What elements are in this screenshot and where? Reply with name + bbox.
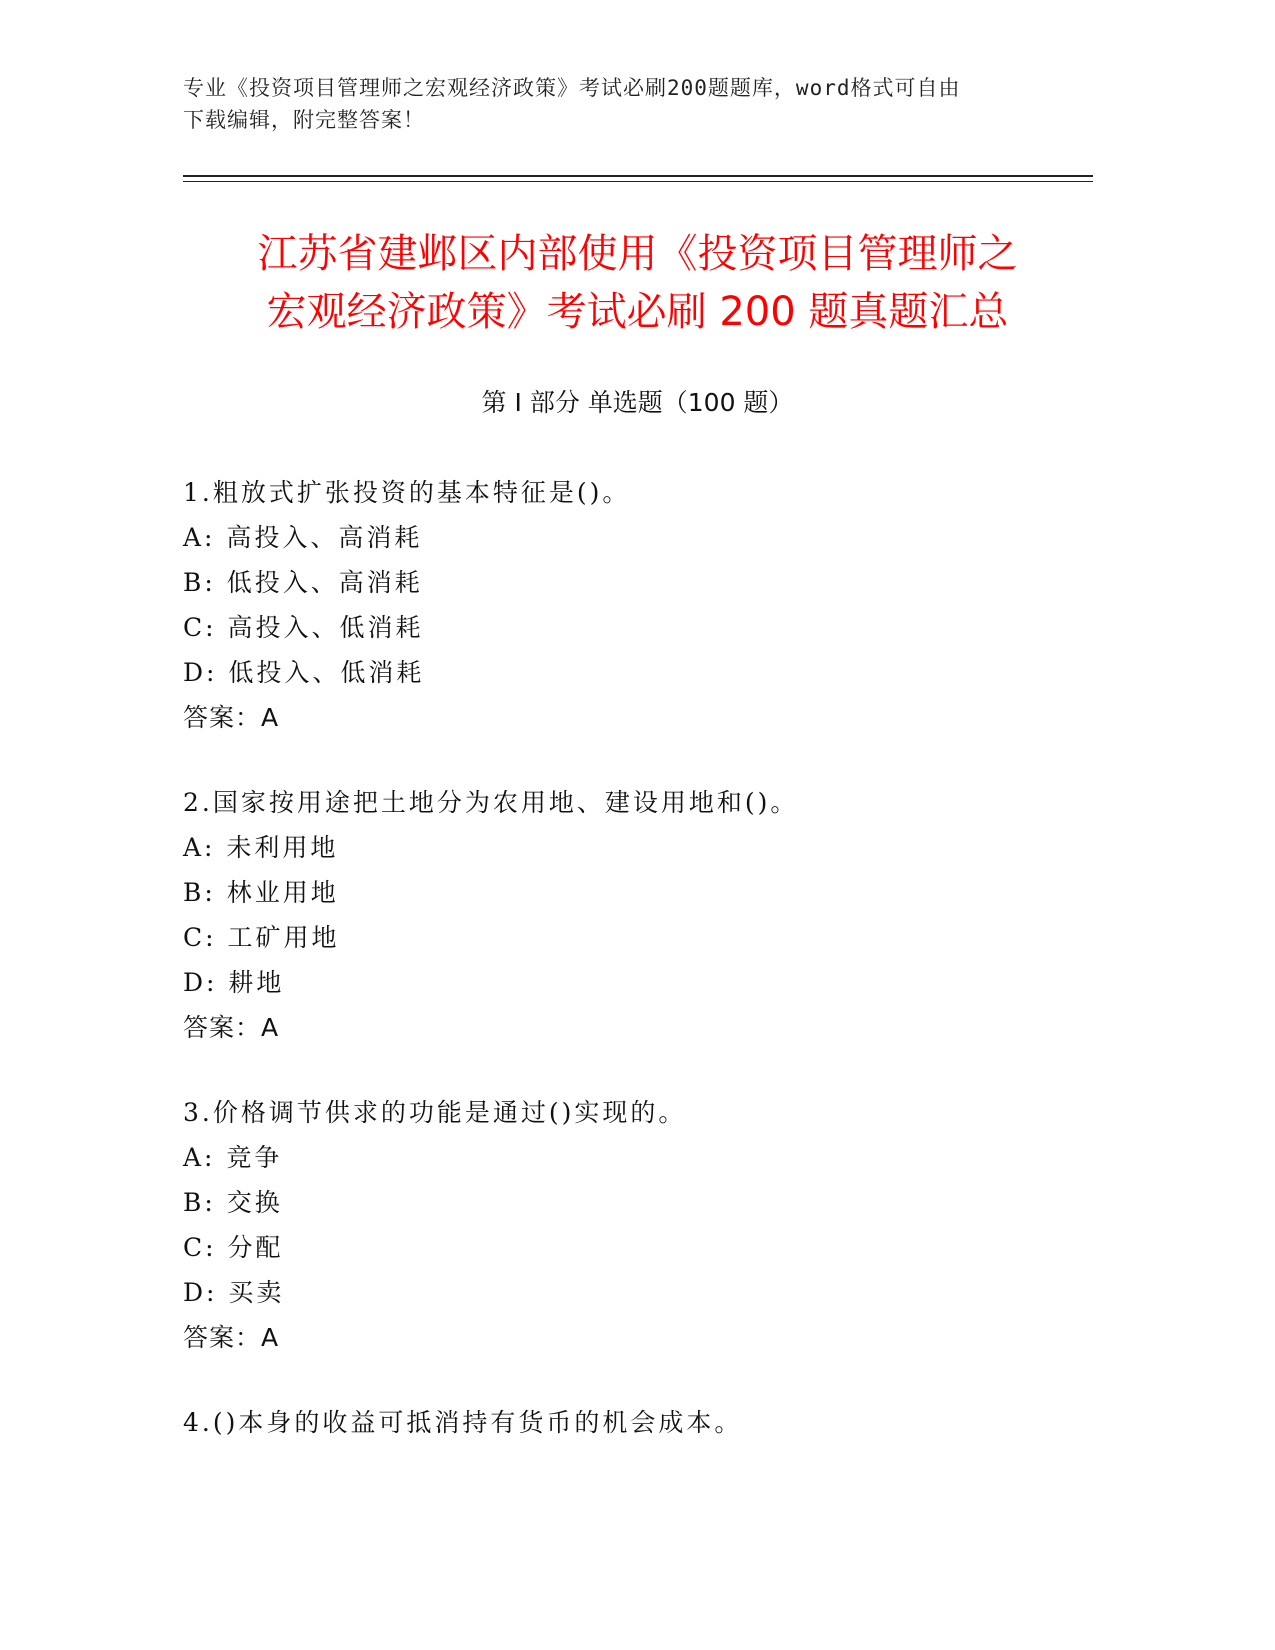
question-3 <box>183 1090 1103 1360</box>
option-a: A: 高投入、高消耗 <box>183 523 423 552</box>
document-title-line-1: 江苏省建邺区内部使用《投资项目管理师之 <box>257 231 1018 277</box>
answer: 答案：A <box>183 1013 280 1042</box>
question-stem: 4.()本身的收益可抵消持有货币的机会成本。 <box>183 1408 743 1437</box>
header-note <box>183 72 1063 136</box>
option-a: A: 竞争 <box>183 1143 283 1172</box>
question-2 <box>183 780 1103 1050</box>
answer: 答案：A <box>183 1323 280 1352</box>
question-stem: 1.粗放式扩张投资的基本特征是()。 <box>183 478 631 507</box>
option-b: B: 低投入、高消耗 <box>183 568 423 597</box>
option-d: D: 买卖 <box>183 1278 285 1307</box>
document-title-line-2: 宏观经济政策》考试必刷 200 题真题汇总 <box>266 289 1009 335</box>
header-divider-thin <box>183 181 1093 182</box>
header-divider-thick <box>183 175 1093 177</box>
option-b: B: 林业用地 <box>183 878 339 907</box>
question-stem: 3.价格调节供求的功能是通过()实现的。 <box>183 1098 687 1127</box>
question-list <box>183 470 1103 1485</box>
option-c: C: 高投入、低消耗 <box>183 613 424 642</box>
option-d: D: 耕地 <box>183 968 285 997</box>
section-title: 第 I 部分 单选题（100 题） <box>481 388 794 417</box>
header-note-line-2: 下载编辑，附完整答案！ <box>183 108 425 132</box>
question-4 <box>183 1400 1103 1445</box>
option-c: C: 工矿用地 <box>183 923 340 952</box>
option-c: C: 分配 <box>183 1233 284 1262</box>
header-note-line-1: 专业《投资项目管理师之宏观经济政策》考试必刷200题题库，word格式可自由 <box>183 76 961 100</box>
document-title <box>150 225 1125 341</box>
question-1 <box>183 470 1103 740</box>
answer: 答案：A <box>183 703 280 732</box>
option-b: B: 交换 <box>183 1188 283 1217</box>
option-a: A: 未利用地 <box>183 833 339 862</box>
option-d: D: 低投入、低消耗 <box>183 658 425 687</box>
question-stem: 2.国家按用途把土地分为农用地、建设用地和()。 <box>183 788 799 817</box>
